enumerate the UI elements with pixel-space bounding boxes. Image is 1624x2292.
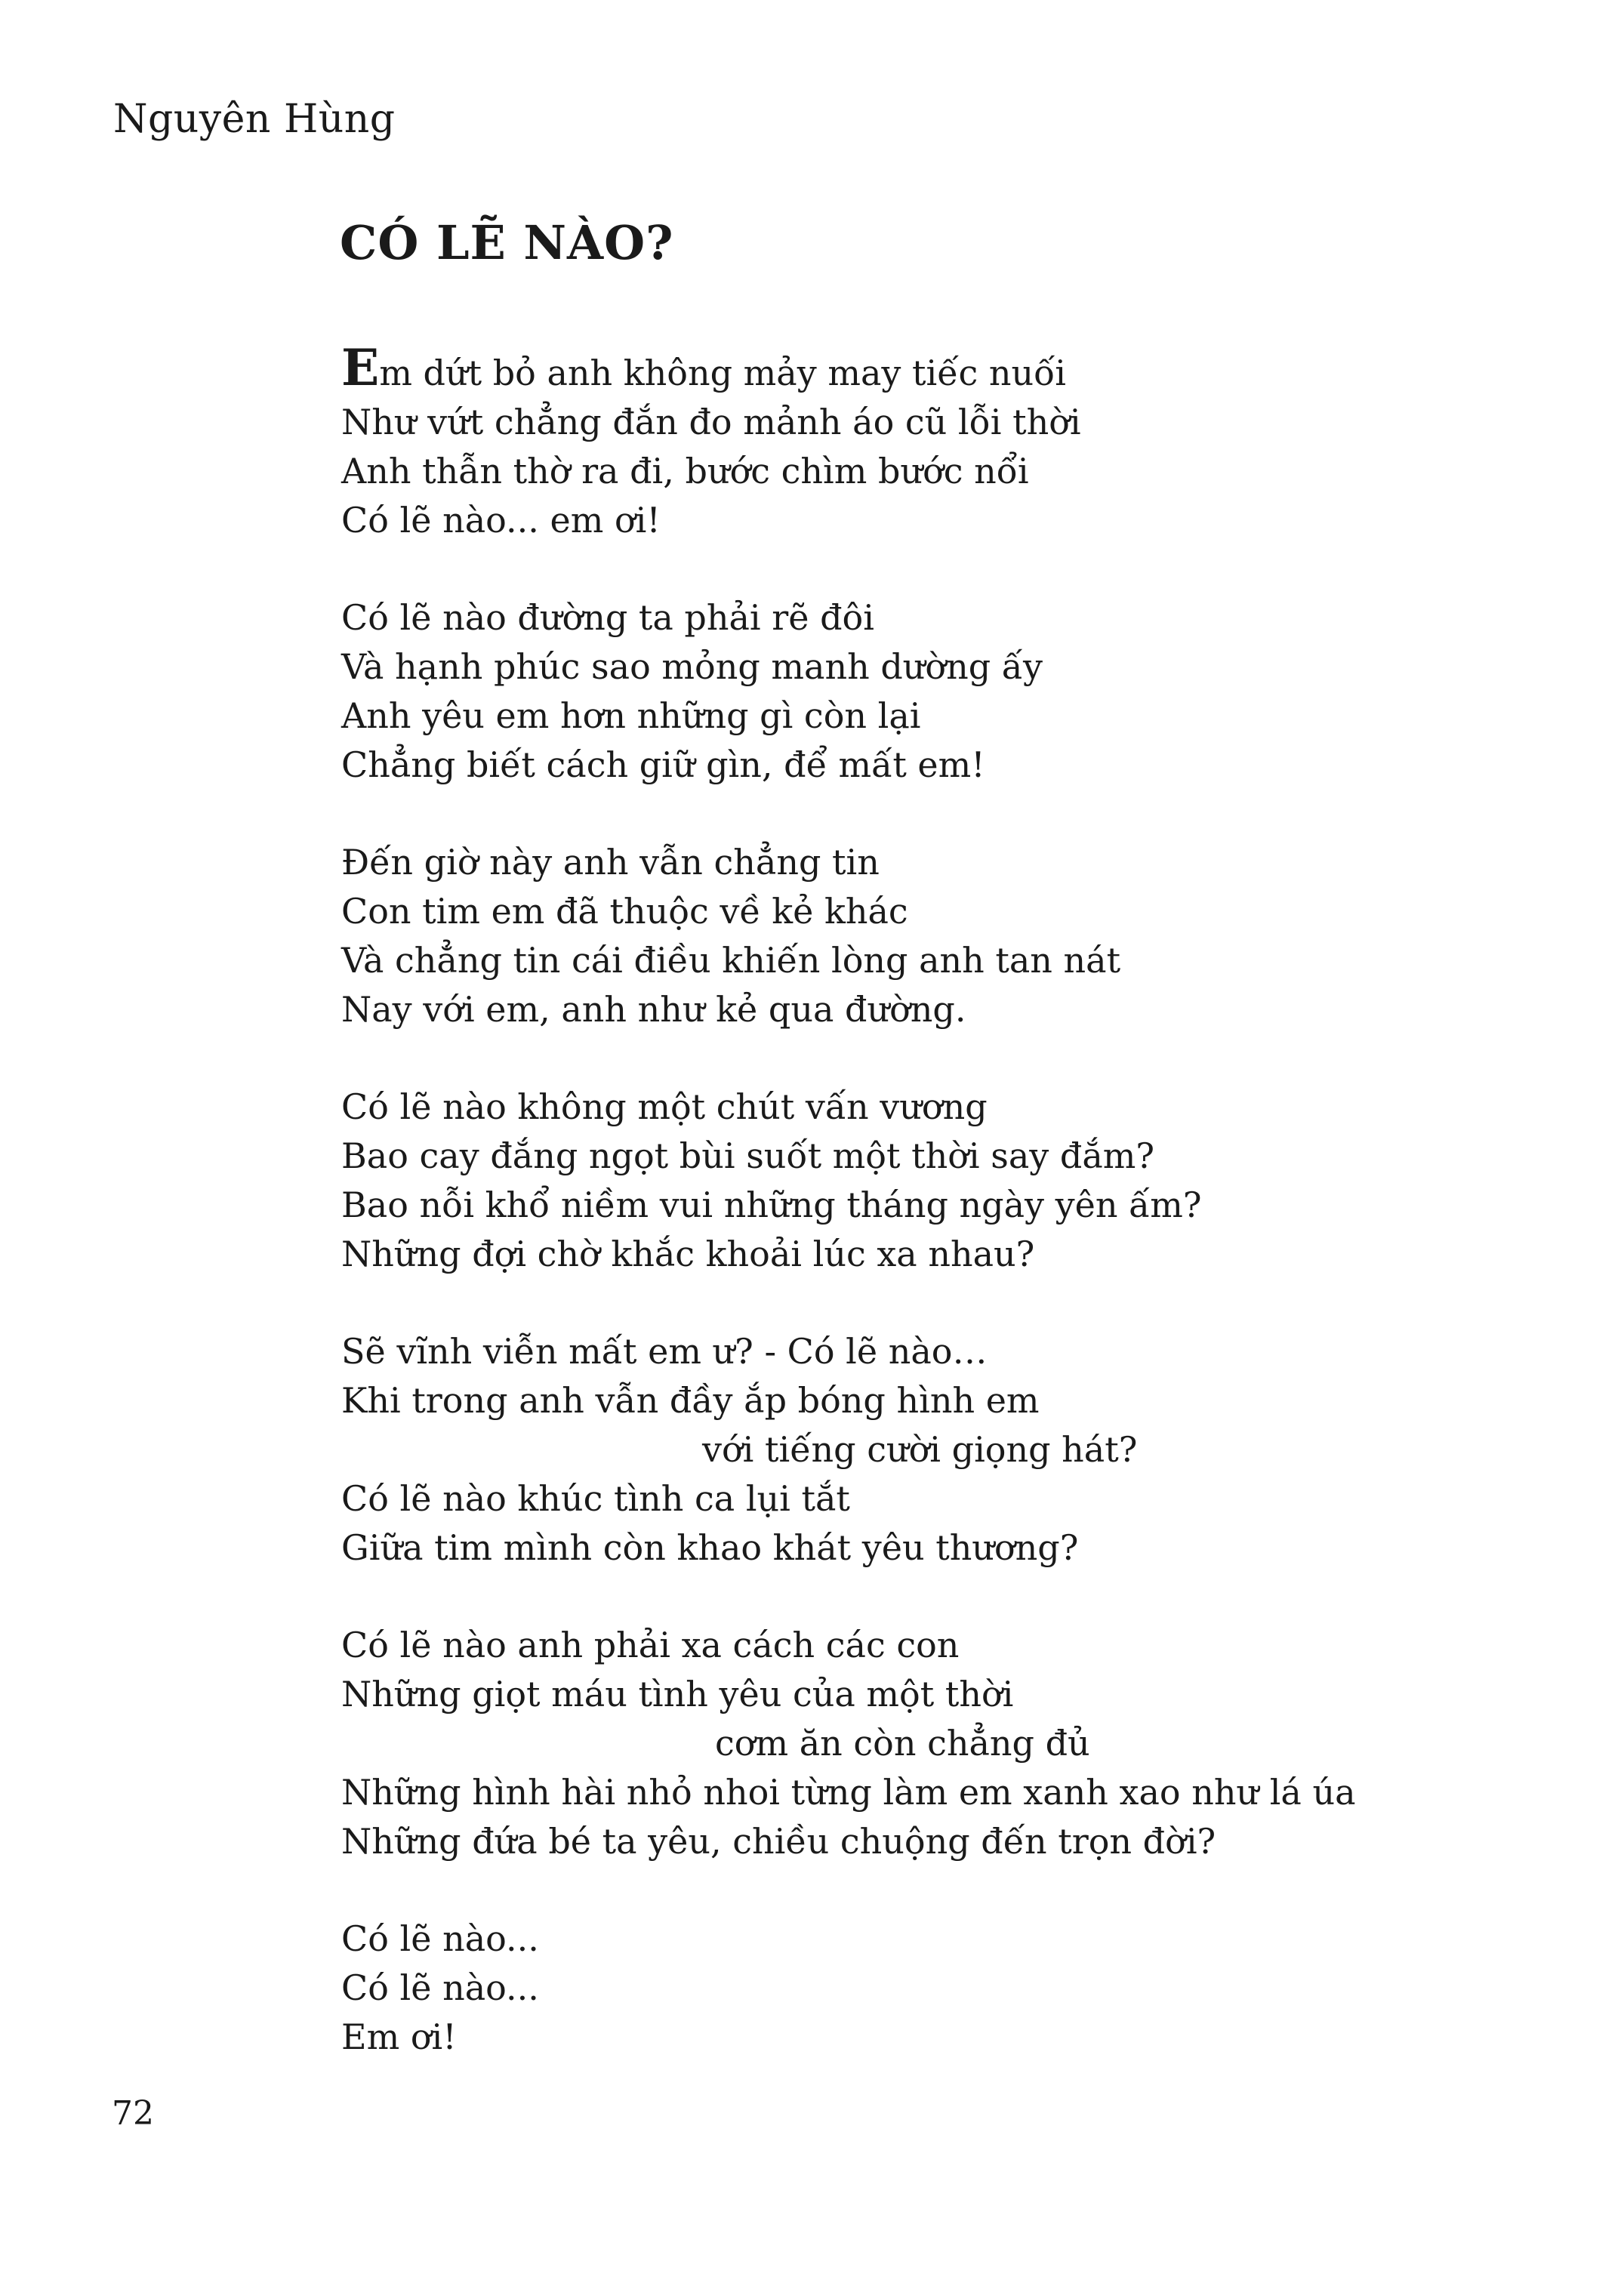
poem-line: Anh thẫn thờ ra đi, bước chìm bước nổi	[341, 451, 1029, 491]
poem-line: Đến giờ này anh vẫn chẳng tin	[341, 842, 880, 883]
poem-line: Có lẽ nào khúc tình ca lụi tắt	[341, 1478, 850, 1519]
poem-line: Khi trong anh vẫn đầy ắp bóng hình em	[341, 1380, 1040, 1421]
page-number: 72	[112, 2094, 154, 2133]
poem-line: Sẽ vĩnh viễn mất em ư? - Có lẽ nào…	[341, 1331, 988, 1372]
poem-line: Bao nỗi khổ niềm vui những tháng ngày yên ấm?	[341, 1185, 1202, 1225]
poem-line: Giữa tim mình còn khao khát yêu thương?	[341, 1527, 1079, 1568]
stanza-1	[341, 338, 1549, 545]
stanza-3	[341, 838, 1549, 1034]
poem-line: Bao cay đắng ngọt bùi suốt một thời say đắm?	[341, 1135, 1155, 1176]
stanza-2	[341, 593, 1549, 790]
stanza-7	[341, 1915, 1549, 2062]
author-name: Nguyên Hùng	[113, 97, 396, 142]
poem-line: Có lẽ nào...	[341, 1918, 539, 1959]
poem-line: Chẳng biết cách giữ gìn, để mất em!	[341, 744, 985, 785]
poem-line: Và chẳng tin cái điều khiến lòng anh tan nát	[341, 940, 1121, 981]
poem-line: Em ơi!	[341, 2016, 457, 2057]
poem-line: Có lẽ nào anh phải xa cách các con	[341, 1625, 960, 1665]
poem-line: Anh yêu em hơn những gì còn lại	[341, 695, 921, 736]
poem-body	[341, 338, 1549, 2110]
poem-line: Những đứa bé ta yêu, chiều chuộng đến trọn đời?	[341, 1821, 1216, 1862]
poem-line: Có lẽ nào...	[341, 1967, 539, 2008]
stanza-4	[341, 1083, 1549, 1279]
poem-line-indented: với tiếng cười giọng hát?	[702, 1429, 1138, 1470]
poem-line: Nay với em, anh như kẻ qua đường.	[341, 989, 966, 1030]
poem-line: Có lẽ nào đường ta phải rẽ đôi	[341, 597, 874, 638]
poem-line-indented: cơm ăn còn chẳng đủ	[715, 1723, 1090, 1764]
poem-line-text: m dứt bỏ anh không mảy may tiếc nuối	[379, 353, 1066, 393]
poem-line: Và hạnh phúc sao mỏng manh dường ấy	[341, 646, 1043, 687]
stanza-6	[341, 1621, 1549, 1866]
poem-line: Con tim em đã thuộc về kẻ khác	[341, 891, 908, 932]
poem-title: CÓ LẼ NÀO?	[340, 215, 674, 270]
poem-line: Như vứt chẳng đắn đo mảnh áo cũ lỗi thời	[341, 402, 1081, 442]
stanza-5	[341, 1327, 1549, 1573]
poem-line-first	[341, 338, 1549, 398]
poem-line: Có lẽ nào... em ơi!	[341, 500, 661, 541]
poem-line: Những hình hài nhỏ nhoi từng làm em xanh xao như lá úa	[341, 1772, 1356, 1813]
poem-line: Có lẽ nào không một chút vấn vương	[341, 1086, 988, 1127]
drop-cap: E	[341, 338, 380, 397]
poem-line: Những giọt máu tình yêu của một thời	[341, 1674, 1014, 1714]
poem-line: Những đợi chờ khắc khoải lúc xa nhau?	[341, 1234, 1035, 1274]
